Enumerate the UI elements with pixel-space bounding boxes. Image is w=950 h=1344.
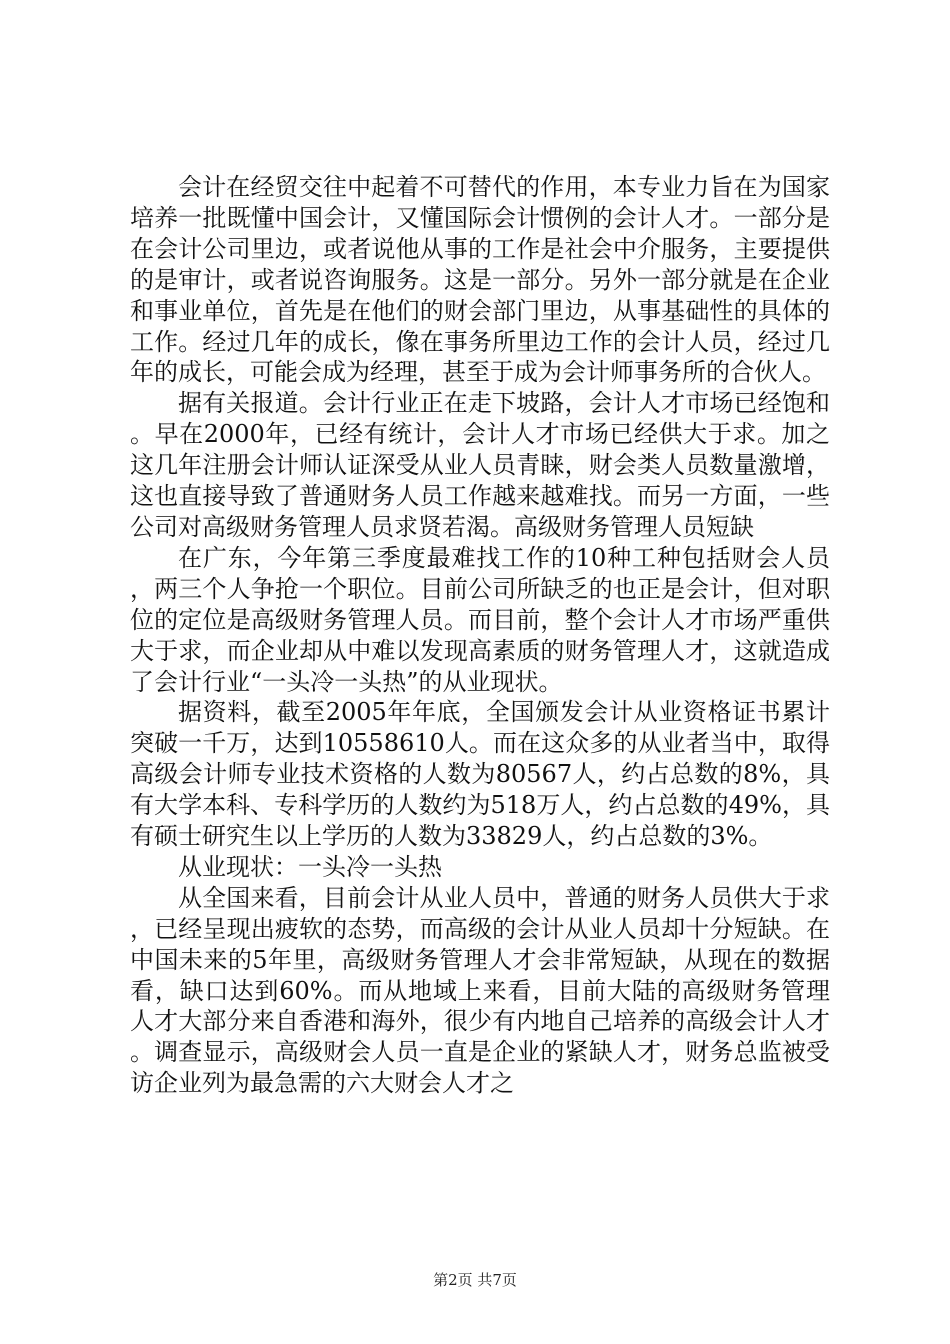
paragraph-accounting-role: 会计在经贸交往中起着不可替代的作用，本专业力旨在为国家培养一批既懂中国会计，又懂国际会计惯例的会计人才。一部分是在会计公司里边，或者说他从事的工作是社会中介服务，主要提供的是审计，或者说咨询服务。这是一部分。另外一部分就是在企业和事业单位，首先是在他们的财会部门里边，从事基础性的具体的工作。经过几年的成长，像在事务所里边工作的会计人员，经过几年的成长，可能会成为经理，甚至于成为会计师事务所的合伙人。	[130, 173, 830, 387]
page-number-footer: 第2页 共7页	[433, 1271, 517, 1289]
paragraph-guangdong: 在广东，今年第三季度最难找工作的10种工种包括财会人员，两三个人争抢一个职位。目前公司所缺乏的也正是会计，但对职位的定位是高级财务管理人员。而目前，整个会计人才市场严重供大于求，而企业却从中难以发现高素质的财务管理人才，这就造成了会计行业“一头冷一头热”的从业现状。	[130, 543, 830, 696]
document-body	[130, 172, 830, 1099]
paragraph-industry-report: 据有关报道。会计行业正在走下坡路，会计人才市场已经饱和。早在2000年，已经有统计，会计人才市场已经供大于求。加之这几年注册会计师认证深受从业人员青睐，财会类人员数量激增，这也直接导致了普通财务人员工作越来越难找。而另一方面，一些公司对高级财务管理人员求贤若渴。高级财务管理人员短缺	[130, 389, 830, 541]
paragraph-national-view: 从全国来看，目前会计从业人员中，普通的财务人员供大于求，已经呈现出疲软的态势，而高级的会计从业人员却十分短缺。在中国未来的5年里，高级财务管理人才会非常短缺，从现在的数据看，缺口达到60%。而从地域上来看，目前大陆的高级财务管理人才大部分来自香港和海外，很少有内地自己培养的高级会计人才。调查显示，高级财会人员一直是企业的紧缺人才，财务总监被受访企业列为最急需的六大财会人才之	[130, 883, 830, 1098]
paragraph-statistics: 据资料，截至2005年年底，全国颁发会计从业资格证书累计突破一千万，达到10558610人。而在这众多的从业者当中，取得高级会计师专业技术资格的人数为80567人，约占总数的8%，具有大学本科、专科学历的人数约为518万人，约占总数的49%，具有硕士研究生以上学历的人数为33829人，约占总数的3%。	[130, 698, 830, 851]
section-heading-status: 从业现状：一头冷一头热	[178, 852, 442, 881]
